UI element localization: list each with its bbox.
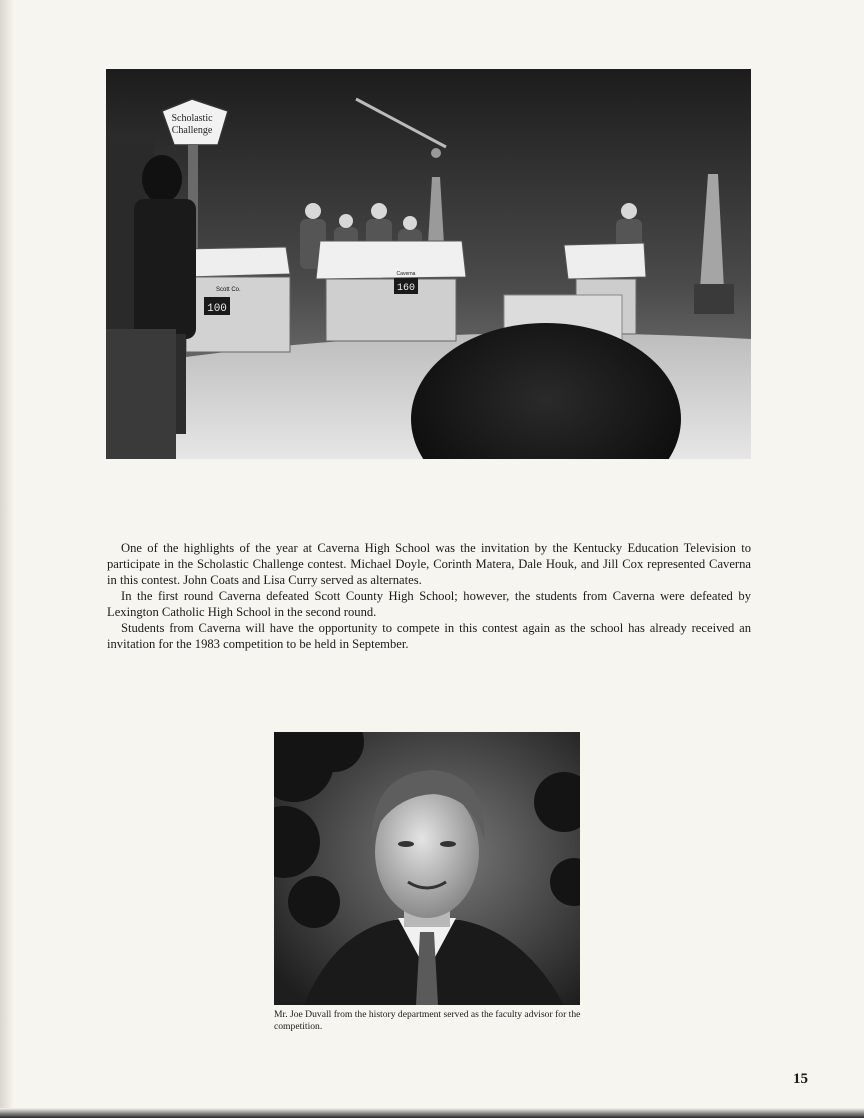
podium-center-name: Caverna	[396, 271, 416, 277]
sign-line-1: Scholastic	[171, 113, 213, 124]
faculty-advisor-portrait	[274, 732, 580, 1005]
studio-photo	[106, 69, 751, 459]
podium-center-score: 160	[396, 283, 416, 294]
article-paragraph-2: In the first round Caverna defeated Scott County High School; however, the students from Caverna were defeated by Lexington Catholic High School in the second round.	[107, 589, 751, 619]
page-bottom-edge	[0, 1108, 864, 1118]
podium-left-name: Scott Co.	[216, 287, 241, 293]
podium-center	[316, 241, 466, 279]
page-binding-edge	[0, 0, 14, 1118]
podium-left-score: 100	[207, 303, 227, 315]
article-paragraph-3: Students from Caverna will have the opportunity to compete in this contest again as the school has already received an invitation for the 1983 competition to be held in September.	[107, 621, 751, 651]
article-body	[107, 540, 751, 652]
portrait-caption: Mr. Joe Duvall from the history department served as the faculty advisor for the competition.	[274, 1009, 581, 1032]
podium-right	[564, 243, 646, 279]
sign-line-2: Challenge	[171, 125, 213, 136]
page-number: 15	[793, 1071, 808, 1087]
podium-left	[182, 247, 290, 277]
article-paragraph-1: One of the highlights of the year at Caverna High School was the invitation by the Kentucky Education Television to participate in the Scholastic Challenge contest. Michael Doyle, Corinth Matera, Dale Houk, and Jill Cox represented Caverna in this contest. John Coats and Lisa Curry served as alternates.	[107, 541, 751, 587]
